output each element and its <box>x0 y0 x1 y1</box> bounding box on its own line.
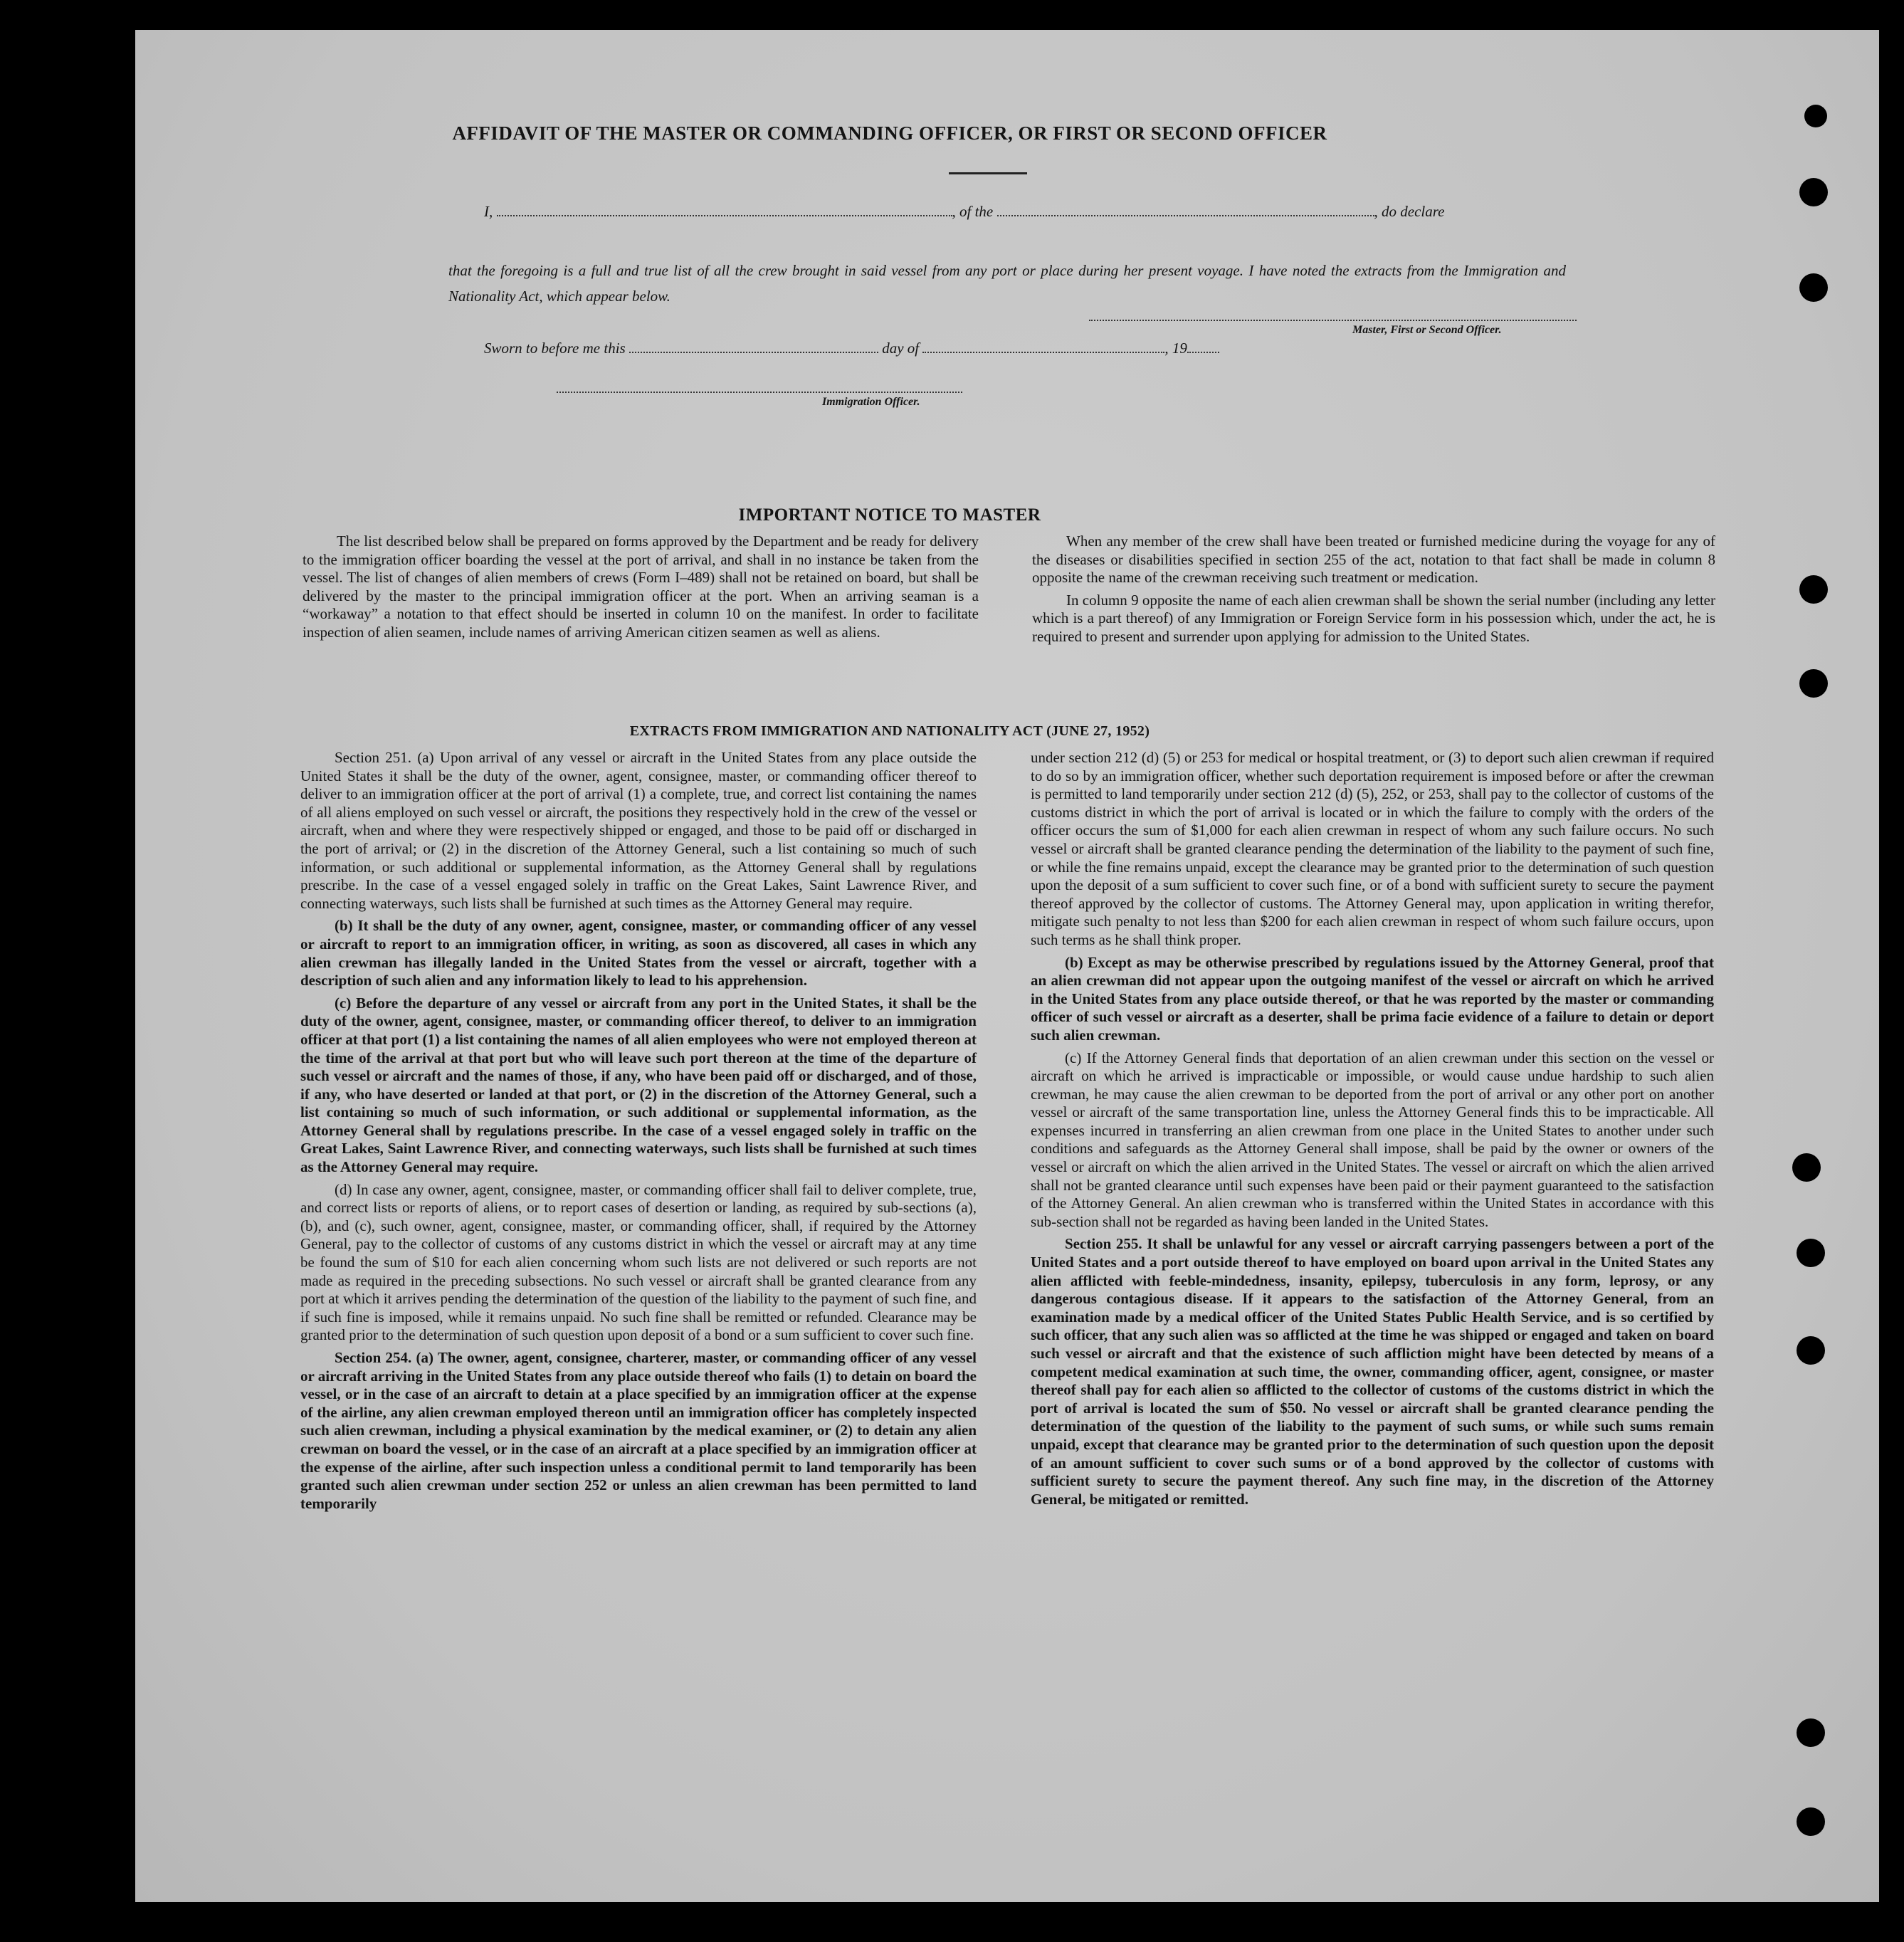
year-label: , 19 <box>1164 340 1187 357</box>
immigration-officer-signature-field[interactable] <box>557 392 962 393</box>
extract-paragraph: (b) Except as may be otherwise prescribed by regulations issued by the Attorney General, proof that an alien crewman did not appear upon the outgoing manifest of the vessel or aircraft on which he arrived in the United States from any place outside thereof, or that he was reported by the master or commanding officer of such vessel or aircraft as a deserter, shall be prima facie evidence of a failure to detain or deport such alien crewman. <box>1031 953 1714 1044</box>
notice-paragraph: When any member of the crew shall have been treated or furnished medicine during the voyage for any of the diseases or disabilities specified in section 255 of the act, notation to that fact shall be made in column 8 opposite the name of the crewman receiving such treatment or medication. <box>1032 532 1715 587</box>
sworn-year-field[interactable] <box>1187 340 1219 353</box>
sworn-line <box>484 340 1219 357</box>
punch-hole <box>1797 1807 1825 1836</box>
punch-hole <box>1804 105 1827 127</box>
notice-paragraph: In column 9 opposite the name of each alien crewman shall be shown the serial number (including any letter which is a part thereof) of any Immigration or Foreign Service form in his possession which, under the act, he is required to present and surrender upon applying for admission to the United States. <box>1032 591 1715 645</box>
punch-hole <box>1799 575 1828 604</box>
declarant-line <box>484 203 1444 221</box>
do-declare-label: , do declare <box>1374 203 1445 220</box>
extract-paragraph: Section 251. (a) Upon arrival of any vessel or aircraft in the United States from any place outside the United States it shall be the duty of the owner, agent, consignee, master, or commanding officer thereof to deliver to an immigration officer at the port of arrival (1) a complete, true, and correct list containing the names of all aliens employed on such vessel or aircraft, the positions they respectively hold in the crew of the vessel or aircraft, when and where they were respectively shipped or engaged, and those to be paid off or discharged in the port of arrival; or (2) in the discretion of the Attorney General, such a list containing so much of such information, or such additional or supplemental information, as the Attorney General shall by regulations prescribe. In the case of a vessel engaged solely in traffic on the Great Lakes, Saint Lawrence River, and connecting waterways, such lists shall be furnished at such times as the Attorney General may require. <box>300 749 977 912</box>
punch-hole <box>1799 178 1828 206</box>
extract-paragraph: (c) If the Attorney General finds that deportation of an alien crewman under this section on the vessel or aircraft on which he arrived is impracticable or impossible, or would cause undue hardship to such alien crewman, he may cause the alien crewman to be deported from the port of arrival or any other port on another vessel or aircraft of the same transportation line, unless the Attorney General finds this to be impracticable. All expenses incurred in transferring an alien crewman from one place in the United States to another under such conditions and safeguards as the Attorney General shall impose, shall be paid by the owner or owners of the vessel or aircraft on which the alien arrived in the United States. The vessel or aircraft on which the alien arrived shall not be granted clearance until such expenses have been paid or their payment guaranteed to the satisfaction of the Attorney General. An alien crewman who is transferred within the United States in accordance with this sub-section shall not be regarded as having been landed in the United States. <box>1031 1049 1714 1230</box>
document-page <box>135 30 1879 1902</box>
notice-paragraph: The list described below shall be prepared on forms approved by the Department and be ready for delivery to the immigration officer boarding the vessel at the port of arrival, and shall in no instance be taken from the vessel. The list of changes of alien members of crews (Form I–489) shall not be retained on board, but shall be delivered by the master to the principal immigration officer at the port. When an arriving seaman is a “workaway” a notation to that effect should be inserted in column 10 on the manifest. In order to facilitate inspection of alien seamen, include names of arriving American citizen seamen as well as aliens. <box>303 532 979 641</box>
sworn-month-field[interactable] <box>922 340 1164 353</box>
title-rule <box>949 172 1027 174</box>
i-label: I, <box>484 203 493 220</box>
punch-hole <box>1797 1239 1825 1267</box>
declaration-text: that the foregoing is a full and true list of all the crew brought in said vessel from any port or place during her present voyage. I have noted the extracts from the Immigration and Nationality Act, which appear below. <box>448 262 1566 305</box>
punch-hole <box>1799 669 1828 698</box>
master-signature-label: Master, First or Second Officer. <box>1352 324 1502 336</box>
punch-hole <box>1797 1718 1825 1747</box>
day-of-label: day of <box>882 340 920 357</box>
notice-right-column <box>1032 532 1715 646</box>
of-the-label: , of the <box>952 203 994 220</box>
extract-paragraph: (b) It shall be the duty of any owner, agent, consignee, master, or commanding officer of any vessel or aircraft to report to an immigration officer, in writing, as soon as discovered, all cases in which any alien crewman has illegally landed in the United States from the vessel or aircraft, together with a description of such alien and any information likely to lead to his apprehension. <box>300 917 977 990</box>
extract-paragraph: (d) In case any owner, agent, consignee, master, or commanding officer shall fail to deliver complete, true, and correct lists or reports of aliens, or to report cases of desertion or landing, as required by sub-sections (a), (b), and (c), such owner, agent, consignee, master, or commanding officer, shall, if required by the Attorney General, pay to the collector of customs of any customs district in which the vessel or aircraft may at any time be found the sum of $10 for each alien concerning whom such lists are not delivered or such reports are not made as required in the preceding subsections. No such vessel or aircraft shall be granted clearance from any port at which it arrives pending the determination of the question of the liability to the payment of such fine, and if such fine is imposed, while it remains unpaid. No such fine shall be remitted or refunded. Clearance may be granted prior to the determination of such question upon deposit of a bond or a sum sufficient to cover such fine. <box>300 1180 977 1344</box>
extract-paragraph: Section 254. (a) The owner, agent, consignee, charterer, master, or commanding officer of any vessel or aircraft arriving in the United States from any place outside thereof who fails (1) to detain on board the vessel, or in the case of an aircraft to detain at a place specified by an immigration officer at the expense of the airline, any alien crewman employed thereon until an immigration officer has completely inspected such alien crewman, including a physical examination by the medical examiner, or (2) to detain any alien crewman on board the vessel, or in the case of an aircraft at a place specified by an immigration officer at the expense of the airline, after such inspection unless a conditional permit to land temporarily has been granted such alien crewman under section 252 or unless an alien crewman has been permitted to land temporarily <box>300 1349 977 1512</box>
punch-hole <box>1792 1153 1821 1182</box>
extract-paragraph: Section 255. It shall be unlawful for any vessel or aircraft carrying passengers between a port of the United States and a port outside thereof to have employed on board upon arrival in the United States any alien afflicted with feeble-mindedness, insanity, epilepsy, tuberculosis in any form, leprosy, or any dangerous contagious disease. If it appears to the satisfaction of the Attorney General, from an examination made by a medical officer of the United States Public Health Service, and is so certified by such officer, that any such alien was so afflicted at the time he was shipped or engaged and taken on board such vessel or aircraft and that the existence of such affliction might have been detected by means of a competent medical examination at such time, the owner, commanding officer, agent, consignee, or master thereof shall pay for each alien so afflicted to the collector of customs of the customs district in which the port of arrival is located the sum of $50. No vessel or aircraft shall be granted clearance pending the determination of the question of the liability to the payment of such sums, or while such sums remain unpaid, except that clearance may be granted prior to the determination of such question upon the deposit of an amount sufficient to cover such sums or of a bond approved by the collector of customs with sufficient surety to secure the payment thereof. Any such fine may, in the discretion of the Attorney General, be mitigated or remitted. <box>1031 1235 1714 1508</box>
sworn-day-field[interactable] <box>629 340 878 353</box>
sworn-label: Sworn to before me this <box>484 340 626 357</box>
extract-paragraph: under section 212 (d) (5) or 253 for medical or hospital treatment, or (3) to deport such alien crewman if required to do so by an immigration officer, whether such deportation requirement is imposed before or after the crewman is permitted to land temporarily under section 212 (d) (5), 252, or 253, shall pay to the collector of customs of the customs district in which the port of arrival is located or in which the failure to comply with the orders of the officer occurs the sum of $1,000 for each alien crewman in respect of whom any such failure occurs. No such vessel or aircraft shall be granted clearance pending the determination of the liability to the payment of such fine, or while the fine remains unpaid, except the clearance may be granted prior to the determination of such question upon the deposit of a sum sufficient to cover such fine, or of a bond with sufficient surety to secure the payment thereof approved by the collector of customs. The Attorney General may, upon application in writing therefor, mitigate such penalty to not less than $200 for each alien crewman in respect of whom such failure occurs, upon such terms as he shall think proper. <box>1031 749 1714 948</box>
extract-paragraph: (c) Before the departure of any vessel or aircraft from any port in the United States, it shall be the duty of the owner, agent, consignee, master, or commanding officer thereof, to deliver to an immigration officer at that port (1) a list containing the names of all alien employees who were not employed thereon at the time of the arrival at that port but who will leave such port thereon at the time of the departure of such vessel or aircraft and the names of those, if any, who have been paid off or discharged, and of those, if any, who have deserted or landed at that port, or (2) in the discretion of the Attorney General, such a list containing so much of such information, or such additional or supplemental information, as the Attorney General shall by regulations prescribe. In the case of a vessel engaged solely in traffic on the Great Lakes, Saint Lawrence River, and connecting waterways, such lists shall be furnished at such times as the Attorney General may require. <box>300 994 977 1176</box>
notice-title: IMPORTANT NOTICE TO MASTER <box>738 505 1041 525</box>
immigration-officer-label: Immigration Officer. <box>822 396 920 408</box>
punch-hole <box>1799 273 1828 302</box>
declarant-name-field[interactable] <box>497 204 952 216</box>
punch-hole <box>1797 1336 1825 1365</box>
extracts-title: EXTRACTS FROM IMMIGRATION AND NATIONALITY ACT (JUNE 27, 1952) <box>629 723 1150 739</box>
master-signature-field[interactable] <box>1089 320 1577 321</box>
extracts-right-column <box>1031 749 1714 1508</box>
notice-left-column <box>303 532 979 642</box>
vessel-name-field[interactable] <box>997 204 1374 216</box>
affidavit-title: AFFIDAVIT OF THE MASTER OR COMMANDING OFFICER, OR FIRST OR SECOND OFFICER <box>452 122 1327 144</box>
extracts-left-column <box>300 749 977 1513</box>
